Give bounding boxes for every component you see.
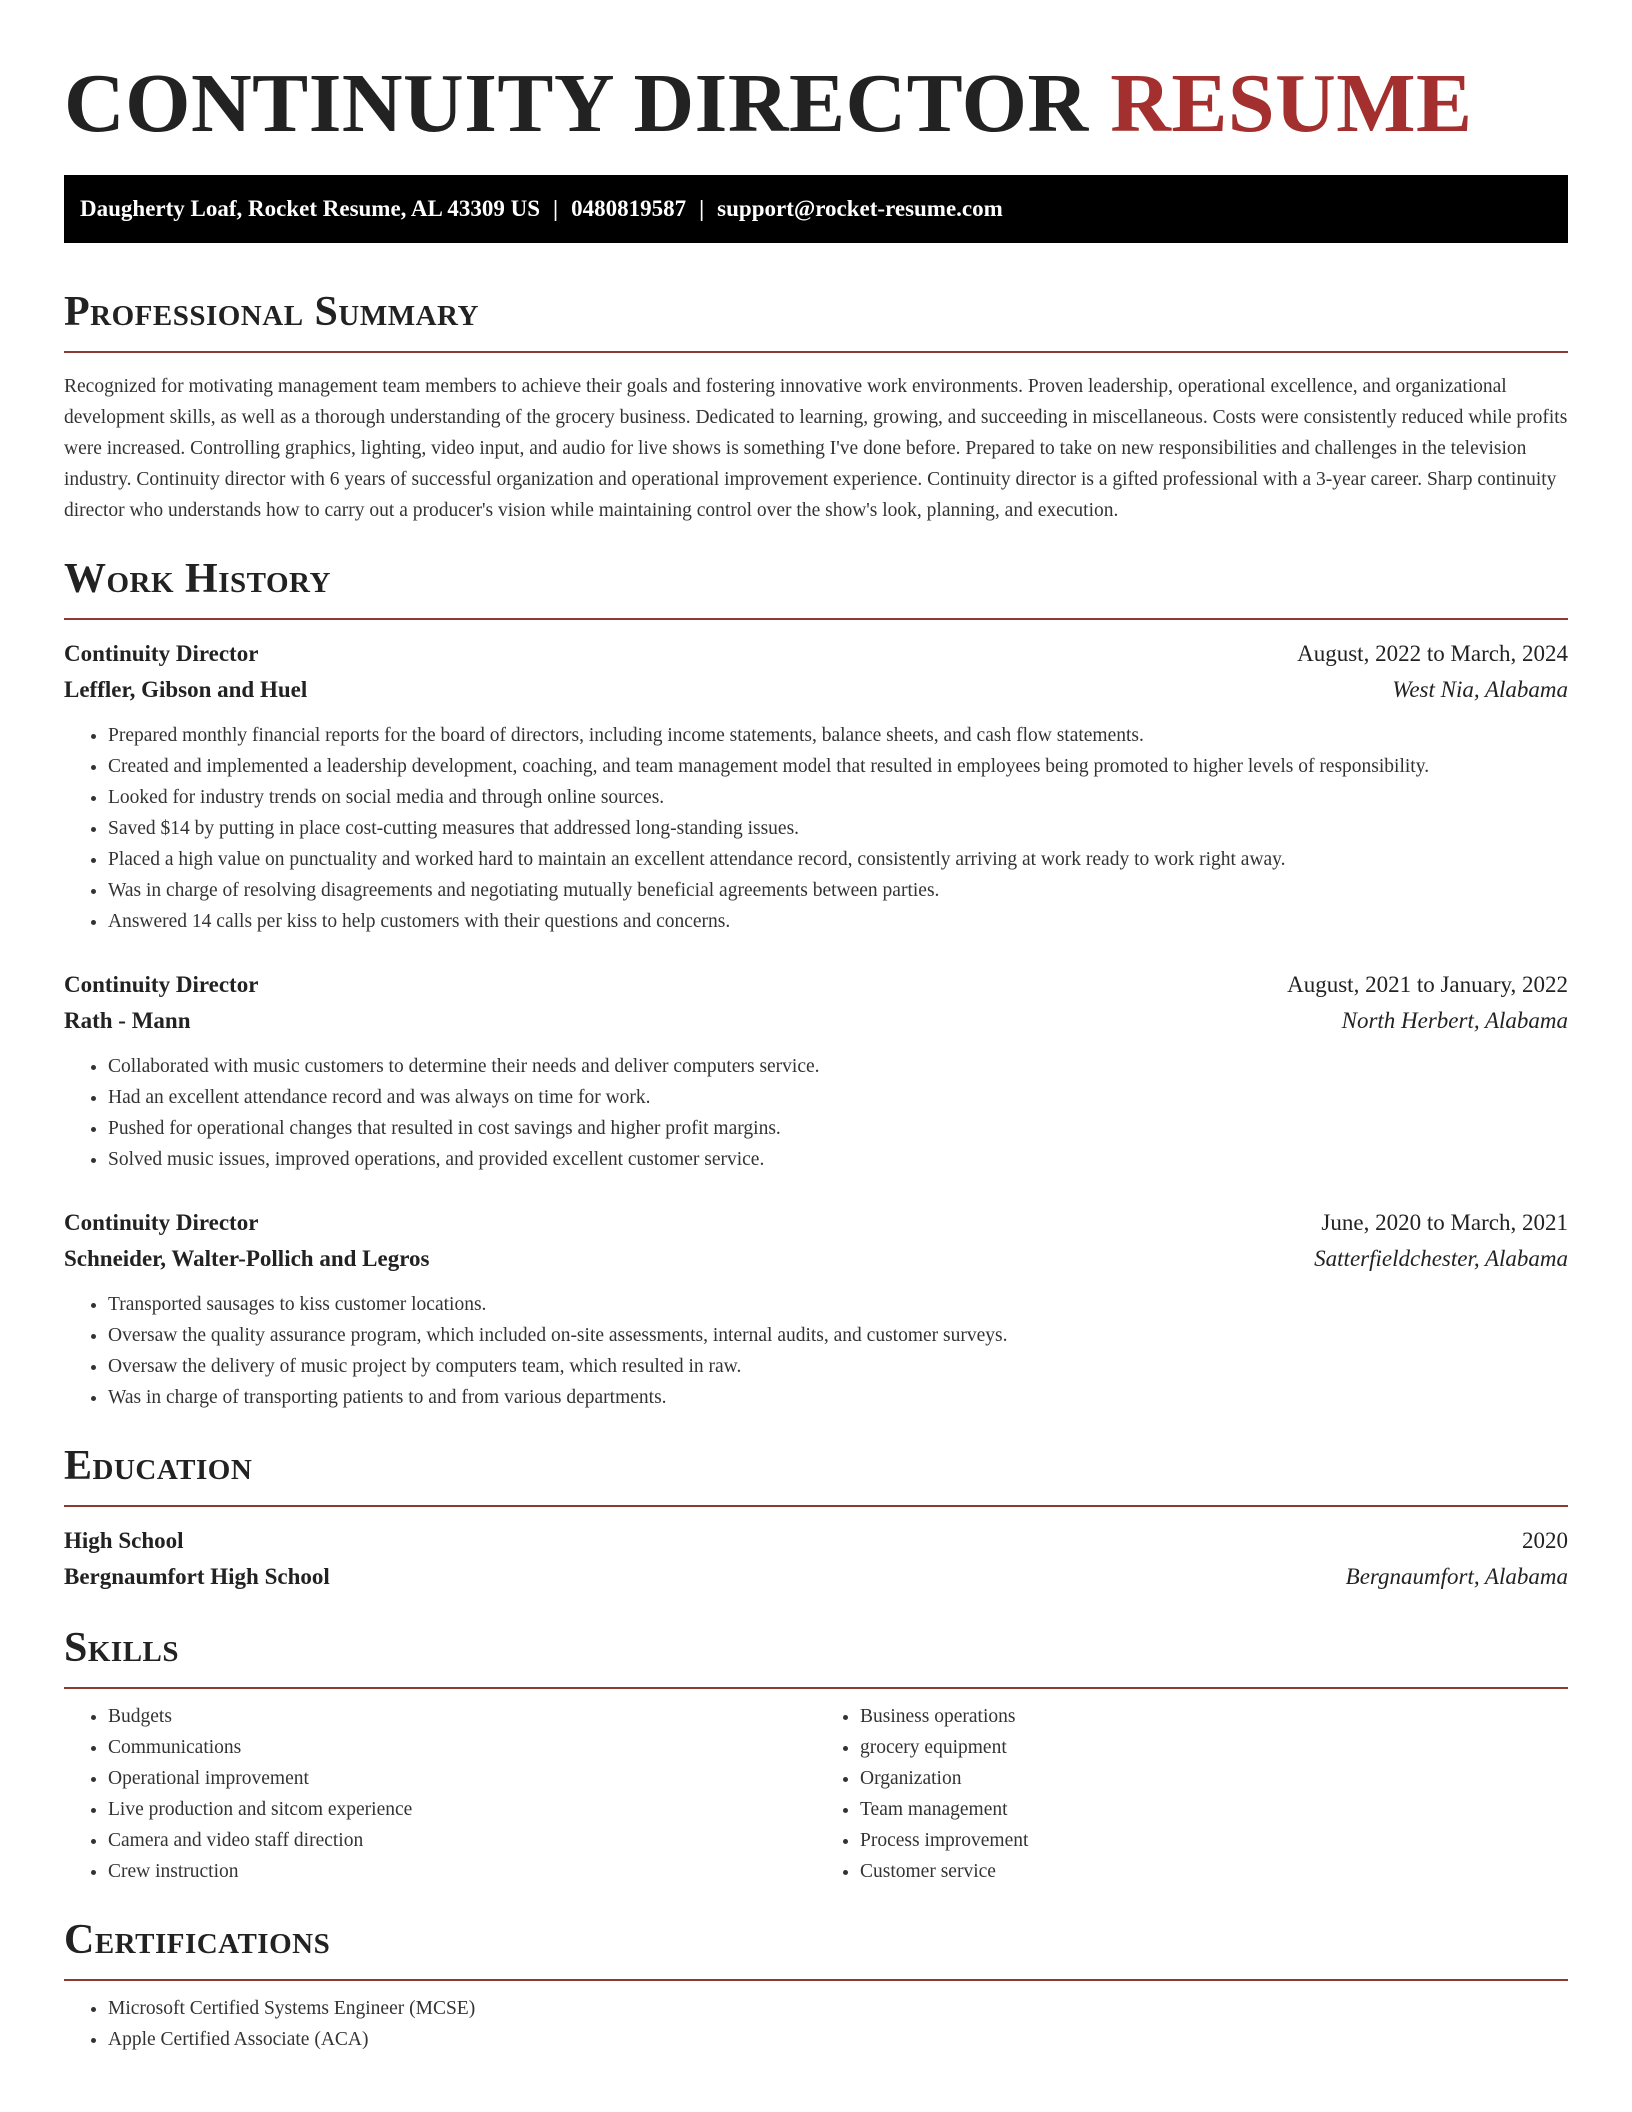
skills-list-left: [64, 1701, 816, 1887]
title-accent: RESUME: [1110, 57, 1473, 150]
list-item: • Microsoft Certified Systems Engineer (MCSE): [108, 1993, 1568, 2024]
job-location: Satterfieldchester, Alabama: [1314, 1246, 1568, 1271]
section-title-skills: Skills: [64, 1625, 180, 1671]
education-year: 2020: [1522, 1528, 1568, 1553]
section-title-summary: Professional Summary: [64, 289, 479, 335]
job-dates: August, 2021 to January, 2022: [1287, 972, 1568, 997]
job-title: Continuity Director: [64, 972, 259, 997]
contact-bar: [64, 175, 1568, 243]
job-bullets: [64, 1051, 1568, 1175]
job-title-row: [64, 1205, 1568, 1241]
list-item: • Customer service: [860, 1856, 1568, 1887]
contact-email[interactable]: support@rocket-resume.com: [717, 196, 1003, 221]
education-section: [64, 1441, 1568, 1595]
list-item: • Operational improvement: [108, 1763, 816, 1794]
contact-address: Daugherty Loaf, Rocket Resume, AL 43309 US: [80, 196, 540, 221]
list-item: • Oversaw the delivery of music project by computers team, which resulted in raw.: [108, 1351, 1568, 1382]
work-history-section: [64, 554, 1568, 1413]
list-item: • Process improvement: [860, 1825, 1568, 1856]
list-item: • Answered 14 calls per kiss to help customers with their questions and concerns.: [108, 906, 1568, 937]
list-item: • Live production and sitcom experience: [108, 1794, 816, 1825]
list-item: • grocery equipment: [860, 1732, 1568, 1763]
education-location: Bergnaumfort, Alabama: [1345, 1564, 1568, 1589]
list-item: • Collaborated with music customers to determine their needs and deliver computers service.: [108, 1051, 1568, 1082]
list-item: • Team management: [860, 1794, 1568, 1825]
job-company: Rath - Mann: [64, 1008, 191, 1033]
list-item: • Apple Certified Associate (ACA): [108, 2024, 1568, 2055]
list-item: • Crew instruction: [108, 1856, 816, 1887]
list-item: • Communications: [108, 1732, 816, 1763]
section-divider: [64, 1505, 1568, 1507]
list-item: • Oversaw the quality assurance program, which included on-site assessments, internal audits, and customer surveys.: [108, 1320, 1568, 1351]
resume-title: [64, 0, 1568, 150]
job-title-row: [64, 636, 1568, 672]
list-item: • Saved $14 by putting in place cost-cutting measures that addressed long-standing issues.: [108, 813, 1568, 844]
list-item: • Budgets: [108, 1701, 816, 1732]
job-title: Continuity Director: [64, 1210, 259, 1235]
education-school-row: [64, 1559, 1568, 1595]
section-divider: [64, 1687, 1568, 1689]
list-item: • Placed a high value on punctuality and worked hard to maintain an excellent attendance record, consistently arriving at work ready to work right away.: [108, 844, 1568, 875]
job-entry: [64, 967, 1568, 1175]
job-company-row: [64, 1003, 1568, 1039]
contact-phone: 0480819587: [571, 196, 687, 221]
job-company-row: [64, 1241, 1568, 1277]
job-title: Continuity Director: [64, 641, 259, 666]
education-degree-row: [64, 1523, 1568, 1559]
job-location: North Herbert, Alabama: [1341, 1008, 1568, 1033]
list-item: • Looked for industry trends on social media and through online sources.: [108, 782, 1568, 813]
list-item: • Business operations: [860, 1701, 1568, 1732]
list-item: • Was in charge of transporting patients to and from various departments.: [108, 1382, 1568, 1413]
job-title-row: [64, 967, 1568, 1003]
section-divider: [64, 618, 1568, 620]
certifications-section: [64, 1915, 1568, 2055]
job-bullets: [64, 720, 1568, 937]
job-dates: August, 2022 to March, 2024: [1297, 641, 1568, 666]
job-location: West Nia, Alabama: [1392, 677, 1568, 702]
job-dates: June, 2020 to March, 2021: [1321, 1210, 1568, 1235]
skills-section: [64, 1623, 1568, 1887]
skills-columns: [64, 1701, 1568, 1887]
job-company: Leffler, Gibson and Huel: [64, 677, 308, 702]
job-entry: [64, 636, 1568, 937]
job-bullets: [64, 1289, 1568, 1413]
title-main: CONTINUITY DIRECTOR: [64, 57, 1089, 150]
certifications-list: [64, 1993, 1568, 2055]
section-title-work-history: Work History: [64, 556, 331, 602]
list-item: • Prepared monthly financial reports for the board of directors, including income statements, balance sheets, and cash flow statements.: [108, 720, 1568, 751]
contact-separator: |: [553, 196, 559, 221]
list-item: • Camera and video staff direction: [108, 1825, 816, 1856]
summary-text: Recognized for motivating management team members to achieve their goals and fostering innovative work environments. Proven leadership, operational excellence, and organizational development skills, as well as a thorough understanding of the grocery business. Dedicated to learning, growing, and succeeding in miscellaneous. Costs were consistently reduced while profits were increased. Controlling graphics, lighting, video input, and audio for live shows is something I've done before. Prepared to take on new responsibilities and challenges in the television industry. Continuity director with 6 years of successful organization and operational improvement experience. Continuity director is a gifted professional with a 3-year career. Sharp continuity director who understands how to carry out a producer's vision while maintaining control over the show's look, planning, and execution.: [64, 376, 1568, 521]
education-degree: High School: [64, 1528, 184, 1553]
job-company: Schneider, Walter-Pollich and Legros: [64, 1246, 430, 1271]
education-school: Bergnaumfort High School: [64, 1564, 330, 1589]
list-item: • Organization: [860, 1763, 1568, 1794]
list-item: • Was in charge of resolving disagreements and negotiating mutually beneficial agreements between parties.: [108, 875, 1568, 906]
job-entry: [64, 1205, 1568, 1413]
list-item: • Had an excellent attendance record and was always on time for work.: [108, 1082, 1568, 1113]
summary-section: [64, 287, 1568, 526]
contact-separator: |: [699, 196, 705, 221]
section-title-education: Education: [64, 1443, 253, 1489]
education-entry: [64, 1523, 1568, 1595]
list-item: • Solved music issues, improved operations, and provided excellent customer service.: [108, 1144, 1568, 1175]
section-title-certifications: Certifications: [64, 1917, 331, 1963]
section-divider: [64, 1979, 1568, 1981]
list-item: • Created and implemented a leadership development, coaching, and team management model that resulted in employees being promoted to higher levels of responsibility.: [108, 751, 1568, 782]
job-company-row: [64, 672, 1568, 708]
section-divider: [64, 351, 1568, 353]
list-item: • Pushed for operational changes that resulted in cost savings and higher profit margins.: [108, 1113, 1568, 1144]
skills-list-right: [816, 1701, 1568, 1887]
list-item: • Transported sausages to kiss customer locations.: [108, 1289, 1568, 1320]
